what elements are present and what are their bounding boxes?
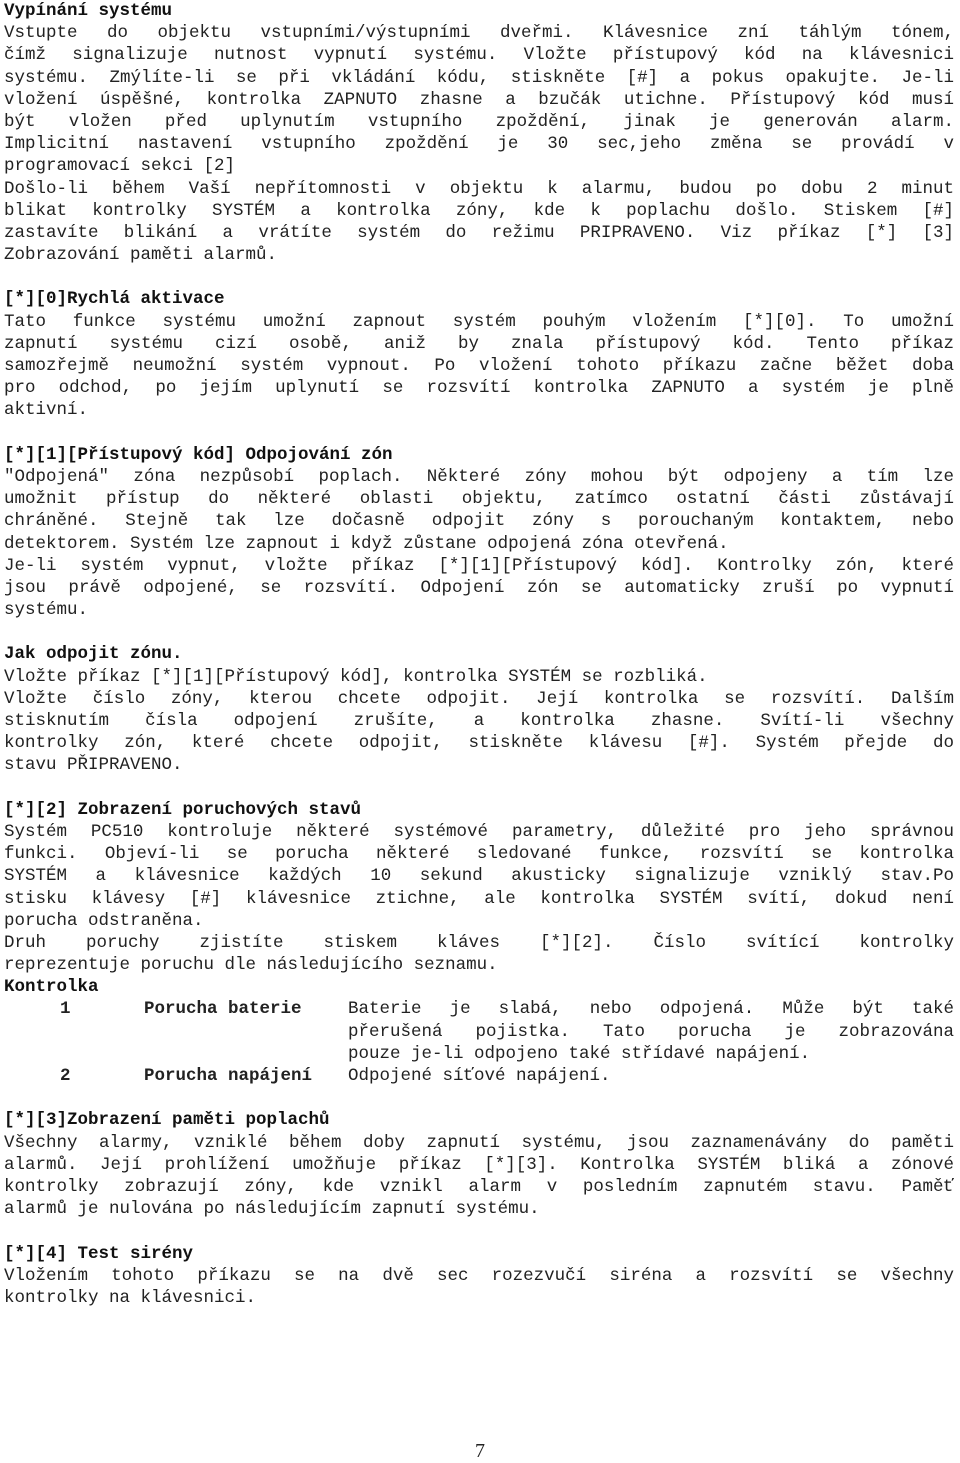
text-line: být vložen před uplynutím vstupního zpoždění, jinak je generován alarm.	[4, 111, 954, 132]
table-cell-empty	[4, 1043, 144, 1065]
text-line: vložení úspěšné, kontrolka ZAPNUTO zhasne a bzučák utichne. Přístupový kód musí	[4, 89, 954, 110]
text-line: čímž signalizuje nutnost vypnutí systému. Vložte přístupový kód na klávesnici	[4, 45, 954, 66]
section-rychla-aktivace	[4, 288, 954, 421]
text-line: Všechny alarmy, vzniklé během doby zapnutí systému, jsou zaznamenávány do paměti	[4, 1132, 954, 1153]
table-cell-empty	[144, 1043, 348, 1065]
text-line: alarmů je nulována po následujícím zapnutí systému.	[4, 1199, 540, 1220]
text-line: blikat kontrolky SYSTÉM a kontrolka zóny, kde k poplachu došlo. Stiskem [#]	[4, 200, 954, 221]
fault-table	[4, 976, 954, 1087]
text-line: Je-li systém vypnut, vložte příkaz [*][1][Přístupový kód]. Kontrolky zón, které	[4, 555, 954, 576]
section-vypinani	[4, 0, 954, 266]
text-line: zapnutí systému cizí osobě, aniž by znala přístupový kód. Tento příkaz	[4, 333, 954, 354]
text-line: programovací sekci [2]	[4, 156, 236, 177]
text-line: stavu PŘIPRAVENO.	[4, 755, 183, 776]
section-heading: [*][0]Rychlá aktivace	[4, 289, 225, 310]
section-heading: [*][2] Zobrazení poruchových stavů	[4, 799, 362, 820]
fault-desc-line: Odpojené síťové napájení.	[348, 1066, 611, 1086]
text-line: detektorem. Systém lze zapnout i když zůstane odpojená zóna otevřená.	[4, 533, 729, 554]
text-line: SYSTÉM a klávesnice každých 10 sekund akusticky signalizuje vzniklý stav.Po	[4, 866, 954, 887]
text-line: kontrolky na klávesnici.	[4, 1287, 257, 1308]
text-line: reprezentuje poruchu dle následujícího seznamu.	[4, 955, 498, 976]
text-line: stisku klávesy [#] klávesnice ztichne, ale kontrolka SYSTÉM svítí, dokud není	[4, 888, 954, 909]
fault-number: 1	[60, 999, 71, 1020]
text-line: Vstupte do objektu vstupními/výstupními dveřmi. Klávesnice zní táhlým tónem,	[4, 23, 954, 44]
text-line: Tato funkce systému umožní zapnout systém pouhým vložením [*][0]. To umožní	[4, 311, 954, 332]
paragraph-gap	[4, 422, 954, 444]
text-line: alarmů. Její prohlížení umožňuje příkaz [*][3]. Kontrolka SYSTÉM bliká a zónové	[4, 1154, 954, 1175]
text-line: aktivní.	[4, 400, 89, 421]
paragraph-gap	[4, 1220, 954, 1242]
section-pamet-poplachu	[4, 1109, 954, 1220]
text-line: Vložte příkaz [*][1][Přístupový kód], kontrolka SYSTÉM se rozbliká.	[4, 666, 708, 687]
table-cell-empty	[144, 1021, 348, 1043]
text-line: Implicitní nastavení vstupního zpoždění je 30 sec,jeho změna se provádí v	[4, 134, 954, 155]
text-line: systému.	[4, 600, 89, 621]
text-line: zastavíte blikání a vrátíte systém do režimu PRIPRAVENO. Viz příkaz [*] [3]	[4, 222, 954, 243]
text-line: umožnit přístup do některé oblasti objektu, zatímco ostatní části zůstávají	[4, 489, 954, 510]
text-line: Systém PC510 kontroluje některé systémové parametry, důležité pro jeho správnou	[4, 821, 954, 842]
fault-table-header: Kontrolka	[4, 977, 99, 998]
text-line: pro odchod, po jejím uplynutí se rozsvítí kontrolka ZAPNUTO a systém je plně	[4, 378, 954, 399]
section-heading: [*][3]Zobrazení paměti poplachů	[4, 1110, 330, 1131]
text-line: samozřejmě neumožní systém vypnout. Po vložení tohoto příkazu začne běžet doba	[4, 356, 954, 376]
paragraph-gap	[4, 266, 954, 288]
text-line: "Odpojená" zóna nezpůsobí poplach. Některé zóny mohou být odpojeny a tím lze	[4, 466, 954, 487]
table-row	[4, 1021, 954, 1043]
table-cell-empty	[4, 1021, 144, 1043]
text-line: kontrolky zón, které chcete odpojit, stiskněte klávesu [#]. Systém přejde do	[4, 733, 954, 754]
fault-desc-line: Baterie je slabá, nebo odpojená. Může být také	[348, 999, 954, 1020]
text-line: Došlo-li během Vaší nepřítomnosti v objektu k alarmu, budou po dobu 2 minut	[4, 178, 954, 199]
text-line: funkci. Objeví-li se porucha některé sledované funkce, rozsvítí se kontrolka	[4, 844, 954, 865]
section-heading: [*][1][Přístupový kód] Odpojování zón	[4, 444, 393, 465]
section-heading: [*][4] Test sirény	[4, 1243, 194, 1264]
text-line: systému. Zmýlíte-li se při vkládání kódu, stiskněte [#] a pokus opakujte. Je-li	[4, 67, 954, 88]
section-test-sireny	[4, 1243, 954, 1310]
page-number: 7	[475, 1440, 485, 1462]
text-line: stisknutím čísla odpojení zrušíte, a kontrolka zhasne. Svítí-li všechny	[4, 711, 954, 731]
section-odpojovani-zon	[4, 444, 954, 622]
table-row	[4, 1065, 954, 1087]
text-line: kontrolky zobrazují zóny, kde vznikl alarm v posledním zapnutém stavu. Paměť	[4, 1176, 954, 1197]
fault-desc-line: přerušená pojistka. Tato porucha je zobrazována	[348, 1021, 954, 1042]
text-line: chráněné. Stejně tak lze dočasně odpojit zóny s porouchaným kontaktem, nebo	[4, 511, 954, 532]
fault-row-baterie	[4, 998, 954, 1065]
text-line: Vložte číslo zóny, kterou chcete odpojit. Její kontrolka se rozsvítí. Dalším	[4, 688, 954, 709]
fault-desc-line: pouze je-li odpojeno také střídavé napájení.	[348, 1043, 811, 1064]
text-line: porucha odstraněna.	[4, 910, 204, 931]
table-row	[4, 998, 954, 1020]
table-row	[4, 1043, 954, 1065]
section-heading: Jak odpojit zónu.	[4, 644, 183, 665]
paragraph-gap	[4, 1087, 954, 1109]
text-line: Druh poruchy zjistíte stiskem kláves [*][2]. Číslo svítící kontrolky	[4, 932, 954, 953]
paragraph-gap	[4, 777, 954, 799]
fault-name: Porucha napájení	[144, 1066, 313, 1086]
text-line: jsou právě odpojené, se rozsvítí. Odpojení zón se automaticky zruší po vypnutí	[4, 577, 954, 598]
text-line: Vložením tohoto příkazu se na dvě sec rozezvučí siréna a rozsvítí se všechny	[4, 1265, 954, 1286]
page-content	[4, 0, 954, 1309]
section-heading: Vypínání systému	[4, 1, 173, 21]
fault-name: Porucha baterie	[144, 999, 302, 1020]
section-jak-odpojit	[4, 643, 954, 776]
text-line: Zobrazování paměti alarmů.	[4, 245, 278, 266]
section-poruchove-stavy	[4, 799, 954, 1087]
paragraph-gap	[4, 621, 954, 643]
section-body	[4, 22, 954, 266]
fault-row-napajeni	[4, 1065, 954, 1087]
fault-number: 2	[60, 1066, 71, 1086]
